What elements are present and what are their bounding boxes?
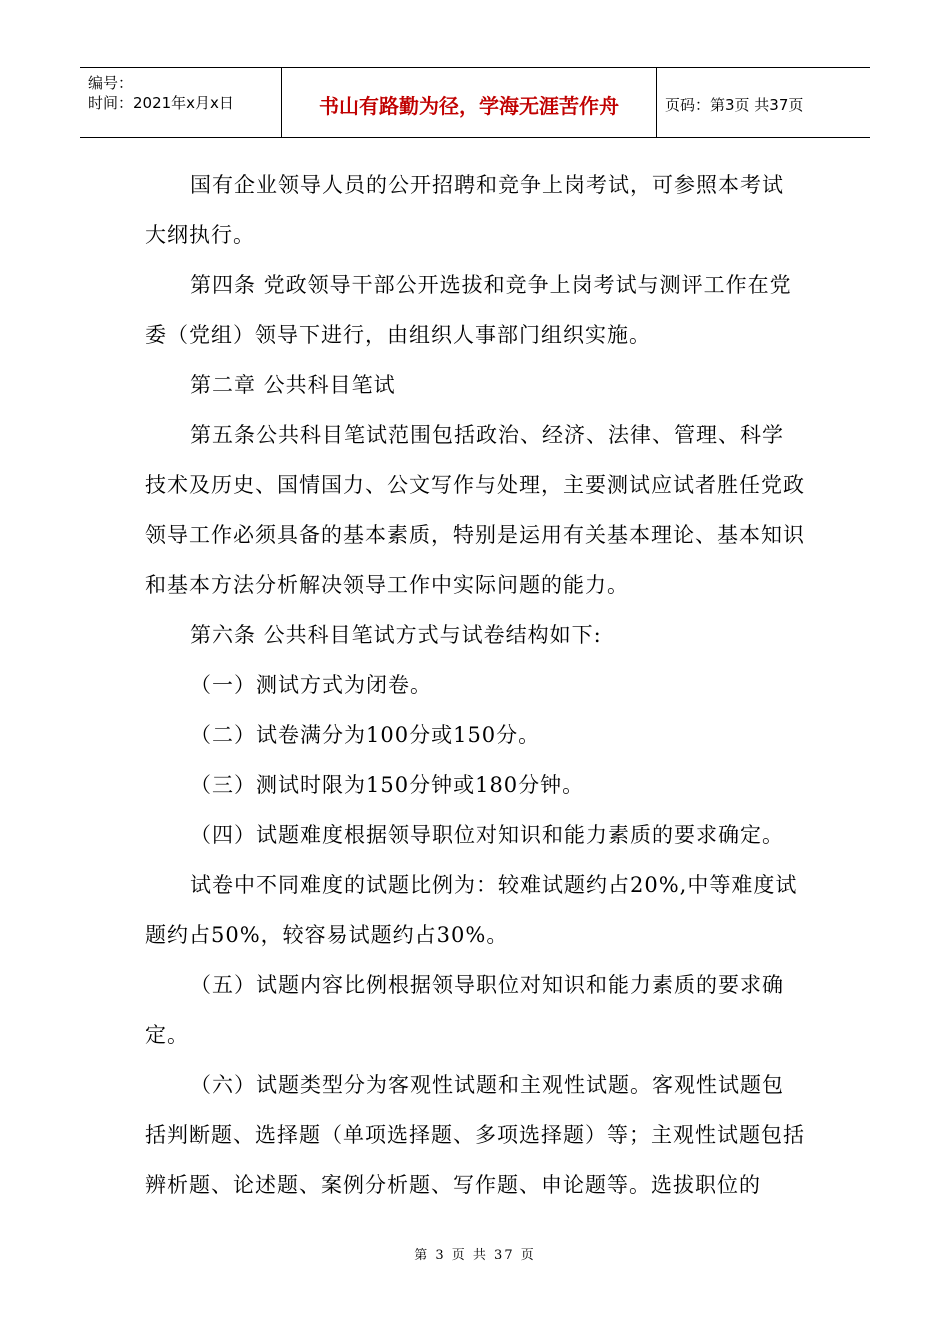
document-body <box>145 160 805 1210</box>
page-footer: 第 3 页 共 37 页 <box>414 1248 536 1263</box>
list-item: （一）测试方式为闭卷。 <box>190 673 432 697</box>
list-item: （三）测试时限为150分钟或180分钟。 <box>190 773 585 797</box>
header-right-cell <box>665 68 870 137</box>
page-header <box>80 67 870 138</box>
header-motto: 书山有路勤为径，学海无涯苦作舟 <box>319 94 619 118</box>
paragraph: 第六条 公共科目笔试方式与试卷结构如下: <box>190 623 602 647</box>
paragraph: 第五条公共科目笔试范围包括政治、经济、法律、管理、科学技术及历史、国情国力、公文写作与处理，主要测试应试者胜任党政领导工作必须具备的基本素质，特别是运用有关基本理论、基本知识和基本方法分析解决领导工作中实际问题的能力。 <box>145 423 805 597</box>
header-page-info: 页码：第3页 共37页 <box>665 96 804 114</box>
list-item: （五）试题内容比例根据领导职位对知识和能力素质的要求确定。 <box>145 973 784 1047</box>
paragraph: 第四条 党政领导干部公开选拔和竞争上岗考试与测评工作在党委（党组）领导下进行，由组织人事部门组织实施。 <box>145 273 792 347</box>
paragraph: 试卷中不同难度的试题比例为：较难试题约占20%,中等难度试题约占50%，较容易试题约占30%。 <box>145 873 798 947</box>
list-item: （六）试题类型分为客观性试题和主观性试题。客观性试题包括判断题、选择题（单项选择题、多项选择题）等；主观性试题包括辨析题、论述题、案例分析题、写作题、申论题等。选拔职位的 <box>145 1073 805 1197</box>
time-label: 时间：2021年x月x日 <box>88 94 234 112</box>
list-item: （二）试卷满分为100分或150分。 <box>190 723 541 747</box>
paragraph: 国有企业领导人员的公开招聘和竞争上岗考试，可参照本考试大纲执行。 <box>145 173 784 247</box>
chapter-heading: 第二章 公共科目笔试 <box>190 373 396 397</box>
serial-label: 编号： <box>88 74 134 92</box>
header-left-cell <box>80 68 280 137</box>
header-motto-cell <box>281 68 657 137</box>
list-item: （四）试题难度根据领导职位对知识和能力素质的要求确定。 <box>190 823 784 847</box>
